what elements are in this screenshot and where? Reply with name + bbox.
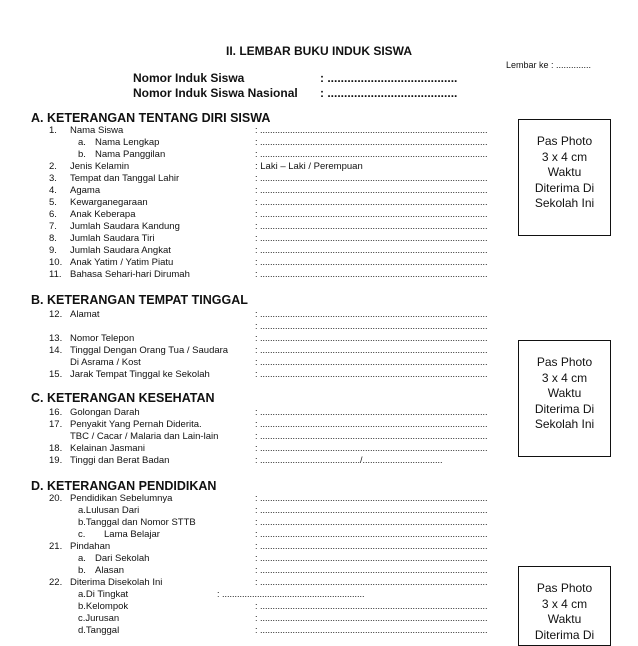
row-label: Jumlah Saudara Angkat <box>70 245 171 256</box>
row-num: b. <box>78 149 86 160</box>
row-label: Jumlah Saudara Kandung <box>70 221 180 232</box>
nis-label: Nomor Induk Siswa <box>133 71 245 85</box>
row-num: 6. <box>49 209 57 220</box>
row-label: Dari Sekolah <box>95 553 150 564</box>
row-num: 1. <box>49 125 57 136</box>
photo-box <box>518 119 611 236</box>
row-label: Penyakit Yang Pernah Diderita. <box>70 419 202 430</box>
row-num: b. <box>78 565 86 576</box>
row-num: 16. <box>49 407 63 418</box>
row-label: Anak Yatim / Yatim Piatu <box>70 257 174 268</box>
nisn-value: : ....................................... <box>320 86 458 100</box>
row-dots: : ........................................................................................... <box>255 601 488 611</box>
row-label: Di Asrama / Kost <box>70 357 141 368</box>
row-dots: : ........................................................................................... <box>255 125 488 135</box>
row-dots: : ........................................................................................... <box>255 321 488 331</box>
row-dots: : ........................................................................................... <box>255 345 488 355</box>
row-num: 4. <box>49 185 57 196</box>
row-num: 19. <box>49 455 63 466</box>
row-dots: : ........................................................................................... <box>255 529 488 539</box>
row-label: Tinggi dan Berat Badan <box>70 455 170 466</box>
photo-text: 3 x 4 cm <box>541 149 588 164</box>
row-label: Tinggal Dengan Orang Tua / Saudara <box>70 345 229 356</box>
row-dots: : ......................................................... <box>217 589 365 599</box>
row-num: 11. <box>49 269 62 280</box>
photo-text: Waktu <box>547 612 582 626</box>
row-dots: : ........................................................................................... <box>255 269 488 279</box>
row-num: 22. <box>49 577 63 588</box>
row-dots: : ........................................................................................... <box>255 493 488 503</box>
row-label: Alamat <box>70 309 100 320</box>
row-dots: : ........................................................................................... <box>255 137 488 147</box>
row-dots: : ........................................................................................... <box>255 357 488 367</box>
row-dots: : ........................................................................................... <box>255 149 488 159</box>
row-label: b.Tanggal dan Nomor STTB <box>78 517 196 528</box>
row-num: 3. <box>49 173 57 184</box>
row-label: Nama Panggilan <box>95 149 166 160</box>
photo-text: Pas Photo <box>536 581 593 595</box>
row-dots: : ........................................................................................... <box>255 173 488 183</box>
row-num: 10. <box>49 257 63 268</box>
row-dots: : ........................................................................................... <box>255 309 488 319</box>
row-num: a. <box>78 137 86 148</box>
photo-text: 3 x 4 cm <box>541 596 588 611</box>
row-label: Kelainan Jasmani <box>70 443 145 454</box>
page-title: II. LEMBAR BUKU INDUK SISWA <box>226 44 412 58</box>
row-label: Jarak Tempat Tinggal ke Sekolah <box>70 369 210 380</box>
row-dots: : ........................................................................................... <box>255 541 488 551</box>
section-c-heading: C. KETERANGAN KESEHATAN <box>31 391 215 405</box>
row-label: Golongan Darah <box>70 407 140 418</box>
row-dots: : ........................................................................................... <box>255 613 488 623</box>
row-dots: : ........................................................................................... <box>255 369 488 379</box>
photo-text: Diterima Di <box>534 627 595 642</box>
row-num: 13. <box>49 333 63 344</box>
row-dots: : ........................................................................................... <box>255 431 488 441</box>
photo-text: Pas Photo <box>536 134 593 148</box>
row-label: a.Lulusan Dari <box>78 505 140 516</box>
row-dots: : ........................................................................................... <box>255 443 488 453</box>
section-d-heading: D. KETERANGAN PENDIDIKAN <box>31 479 217 493</box>
row-label: Pendidikan Sebelumnya <box>70 493 173 504</box>
row-num: 7. <box>49 221 57 232</box>
row-dots: : ........................................................................................... <box>255 333 488 343</box>
row-label: Anak Keberapa <box>70 209 136 220</box>
row-num: 2. <box>49 161 57 172</box>
section-b-heading: B. KETERANGAN TEMPAT TINGGAL <box>31 293 248 307</box>
row-num: 12. <box>49 309 63 320</box>
row-label: Tempat dan Tanggal Lahir <box>70 173 180 184</box>
row-num: 17. <box>49 419 63 430</box>
row-label: Lama Belajar <box>104 529 160 540</box>
row-num: 18. <box>49 443 63 454</box>
row-dots: : ........................................................................................... <box>255 577 488 587</box>
row-label: Pindahan <box>70 541 111 552</box>
row-num: 9. <box>49 245 57 256</box>
row-dots: : ........................................................................................... <box>255 185 488 195</box>
row-dots: : ........................................................................................... <box>255 257 488 267</box>
row-num: a. <box>78 553 86 564</box>
row-label: c.Jurusan <box>78 613 120 624</box>
row-dots: : ........................................................................................... <box>255 233 488 243</box>
row-dots: : ........................................................................................... <box>255 407 488 417</box>
row-dots: : ........................................................................................... <box>255 209 488 219</box>
row-dots: : ........................................................................................... <box>255 245 488 255</box>
row-label: Jumlah Saudara Tiri <box>70 233 155 244</box>
row-label: Nomor Telepon <box>70 333 135 344</box>
row-num: 15. <box>49 369 63 380</box>
row-label: Bahasa Sehari-hari Dirumah <box>70 269 190 280</box>
row-dots: : ........................................................................................... <box>255 419 488 429</box>
photo-text: Sekolah Ini <box>534 417 595 431</box>
row-num: 5. <box>49 197 57 208</box>
height-weight-value: : ......................................../................................ <box>255 455 443 465</box>
row-dots: : ........................................................................................... <box>255 197 488 207</box>
row-label: Kewarganegaraan <box>70 197 148 208</box>
row-label: a.Di Tingkat <box>78 589 129 600</box>
photo-text: Waktu <box>547 165 582 179</box>
gender-value: : Laki – Laki / Perempuan <box>255 161 363 172</box>
sheet-number: Lembar ke : .............. <box>506 60 592 70</box>
photo-text: 3 x 4 cm <box>541 370 588 385</box>
row-label: Nama Lengkap <box>95 137 160 148</box>
photo-text: Diterima Di <box>534 180 595 195</box>
row-dots: : ........................................................................................... <box>255 505 488 515</box>
row-num: 21. <box>49 541 63 552</box>
row-label: Agama <box>70 185 101 196</box>
row-label: Jenis Kelamin <box>70 161 130 172</box>
row-label: d.Tanggal <box>78 625 120 636</box>
row-num: 14. <box>49 345 63 356</box>
photo-box <box>518 340 611 457</box>
row-num: 20. <box>49 493 63 504</box>
row-dots: : ........................................................................................... <box>255 553 488 563</box>
row-dots: : ........................................................................................... <box>255 221 488 231</box>
row-dots: : ........................................................................................... <box>255 517 488 527</box>
row-num: 8. <box>49 233 57 244</box>
row-label: TBC / Cacar / Malaria dan Lain-lain <box>70 431 219 442</box>
photo-text: Pas Photo <box>536 355 593 369</box>
nis-value: : ....................................... <box>320 71 458 85</box>
row-label: Diterima Disekolah Ini <box>70 577 163 588</box>
photo-text: Diterima Di <box>534 401 595 416</box>
row-label: Nama Siswa <box>70 125 124 136</box>
photo-text: Waktu <box>547 386 582 400</box>
row-num: c. <box>78 529 86 540</box>
photo-box <box>518 566 611 646</box>
photo-text: Sekolah Ini <box>534 196 595 210</box>
row-label: Alasan <box>95 565 125 576</box>
row-label: b.Kelompok <box>78 601 129 612</box>
row-dots: : ........................................................................................... <box>255 565 488 575</box>
row-dots: : ........................................................................................... <box>255 625 488 635</box>
section-a-heading: A. KETERANGAN TENTANG DIRI SISWA <box>31 111 271 125</box>
nisn-label: Nomor Induk Siswa Nasional <box>133 86 298 100</box>
